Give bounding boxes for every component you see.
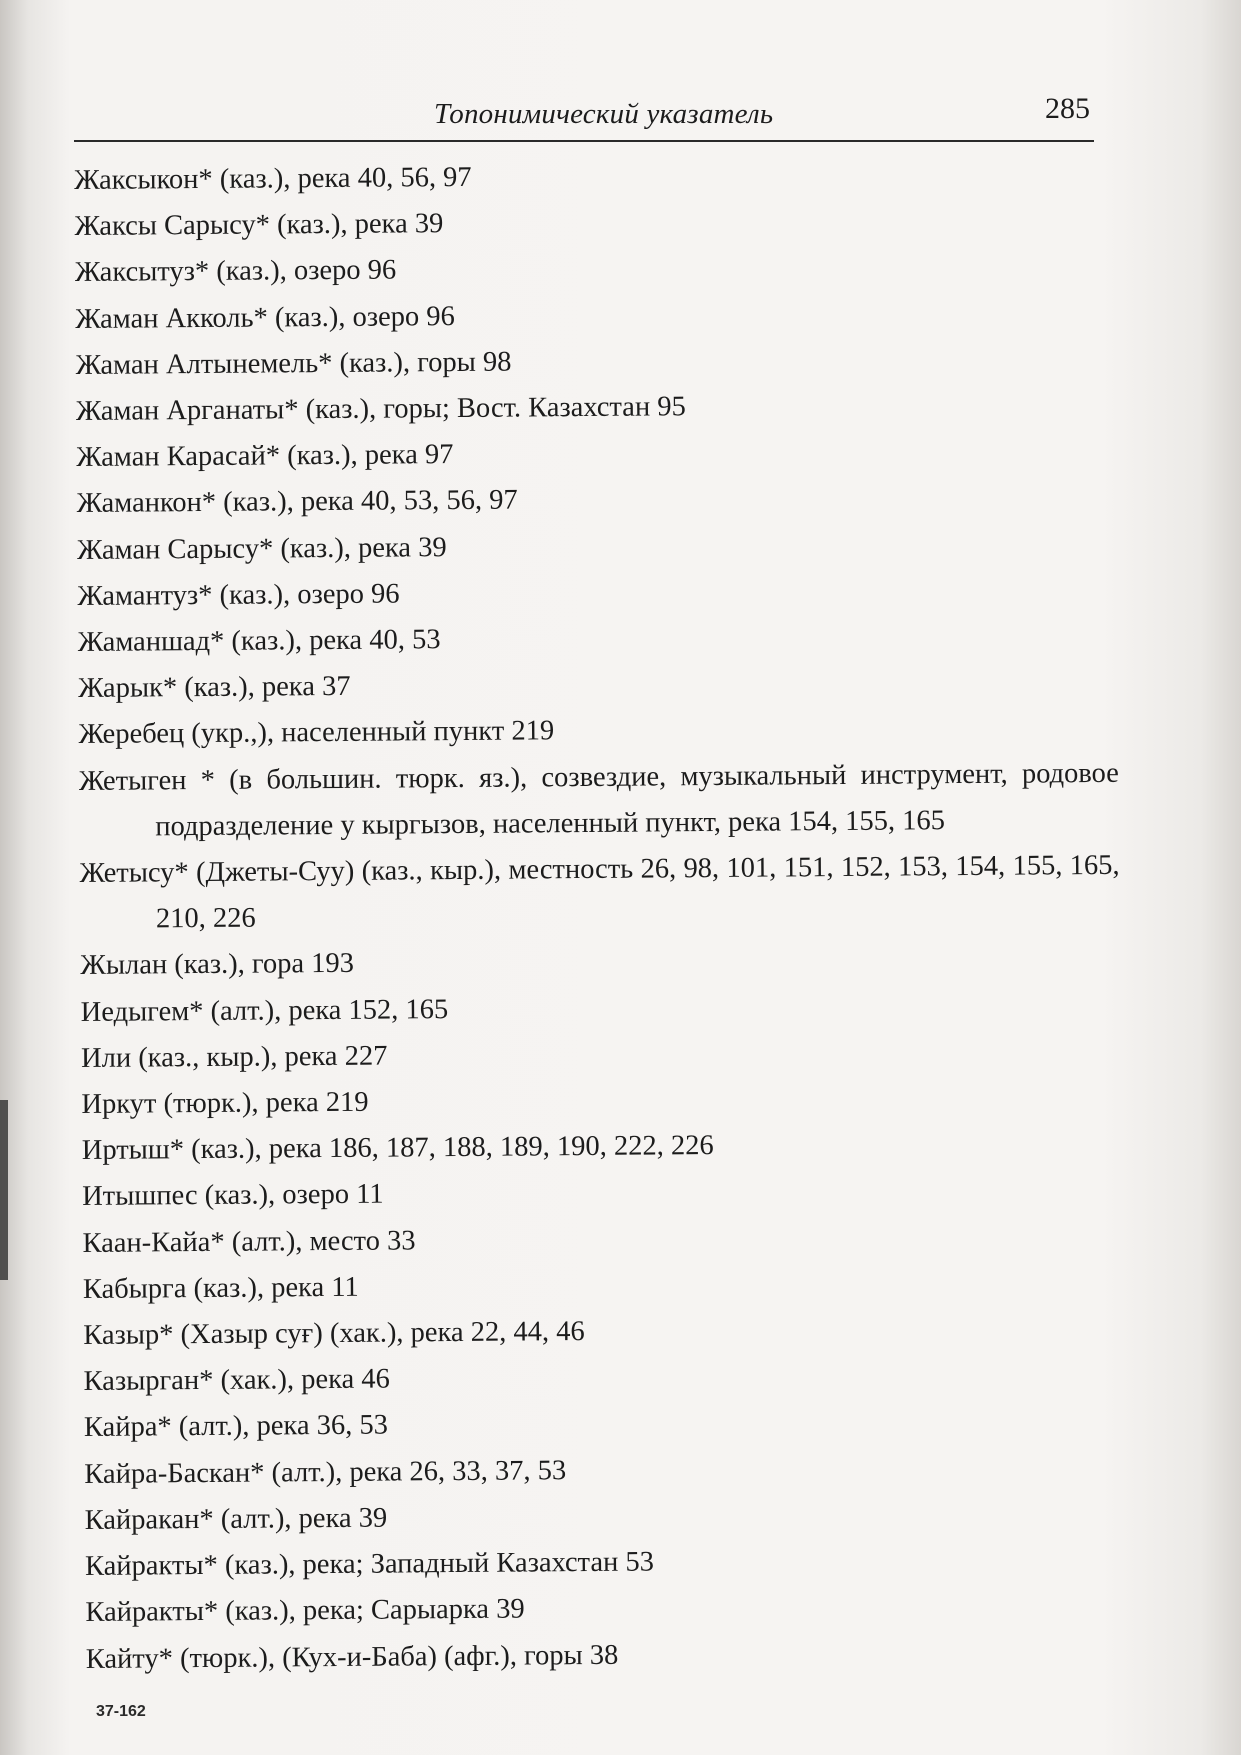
index-entry: Жаманкон* (каз.), река 40, 53, 56, 97 — [76, 484, 518, 520]
index-entry: Иртыш* (каз.), река 186, 187, 188, 189, 190, 222, 226 — [81, 1130, 714, 1167]
index-entry: Кайра-Баскан* (алт.), река 26, 33, 37, 53 — [84, 1454, 567, 1490]
printer-signature: 37-162 — [96, 1703, 146, 1720]
index-entry: Жаксыкон* (каз.), река 40, 56, 97 — [74, 161, 472, 196]
index-entry: Кайра* (алт.), река 36, 53 — [83, 1410, 389, 1444]
index-entry: Жаман Арганаты* (каз.), горы; Вост. Казахстан 95 — [75, 391, 686, 428]
index-entry: Казырган* (хак.), река 46 — [83, 1363, 390, 1398]
running-title: Топонимический указатель — [434, 98, 774, 130]
index-entry: Жетысу* (Джеты-Суу) (каз., кыр.), местность 26, 98, 101, 151, 152, 153, 154, 155, 165, 210, 226 — [79, 849, 1120, 935]
index-entry: Жаксытуз* (каз.), озеро 96 — [74, 254, 397, 289]
index-entry: Жаман Акколь* (каз.), озеро 96 — [75, 300, 455, 335]
index-entry: Жаксы Сарысу* (каз.), река 39 — [74, 208, 444, 243]
index-entry: Кабырга (каз.), река 11 — [82, 1271, 359, 1305]
index-entry: Или (каз., кыр.), река 227 — [80, 1040, 388, 1074]
index-entry: Кайракты* (каз.), река; Западный Казахстан 53 — [84, 1546, 655, 1583]
index-entry: Казыр* (Хазыр суғ) (хак.), река 22, 44, 46 — [83, 1316, 585, 1352]
index-entry: Жылан (каз.), гора 193 — [80, 948, 355, 982]
index-entry: Жетыген * (в большин. тюрк. яз.), созвездие, музыкальный инструмент, родовое подразделение у кыргызов, населенный пункт, река 154, 155, 165 — [78, 757, 1119, 843]
index-entry: Каан-Кайа* (алт.), место 33 — [82, 1225, 416, 1259]
index-entry: Жаман Алтынемель* (каз.), горы 98 — [75, 346, 512, 381]
index-entry: Кайракан* (алт.), река 39 — [84, 1502, 388, 1536]
index-entry: Иедыгем* (алт.), река 152, 165 — [80, 993, 449, 1028]
index-entry: Итышпес (каз.), озеро 11 — [82, 1179, 384, 1213]
index-entry: Жарык* (каз.), река 37 — [78, 671, 351, 705]
page-header — [74, 92, 1094, 142]
page-edge-shadow — [0, 1100, 8, 1280]
index-entry: Жаманшад* (каз.), река 40, 53 — [77, 624, 441, 659]
toponym-index-list — [74, 150, 1126, 1683]
page-number: 285 — [1045, 92, 1090, 125]
index-entry: Жаман Сарысу* (каз.), река 39 — [76, 531, 447, 566]
index-entry: Жеребец (укр.,), населенный пункт 219 — [78, 715, 555, 751]
index-entry: Иркут (тюрк.), река 219 — [81, 1086, 369, 1121]
index-entry: Кайракты* (каз.), река; Сарыарка 39 — [85, 1593, 525, 1629]
index-entry: Жаман Карасай* (каз.), река 97 — [76, 439, 454, 474]
index-entry: Кайту* (тюрк.), (Кух-и-Баба) (афг.), горы 38 — [85, 1639, 619, 1675]
index-entry: Жамантуз* (каз.), озеро 96 — [77, 578, 400, 612]
